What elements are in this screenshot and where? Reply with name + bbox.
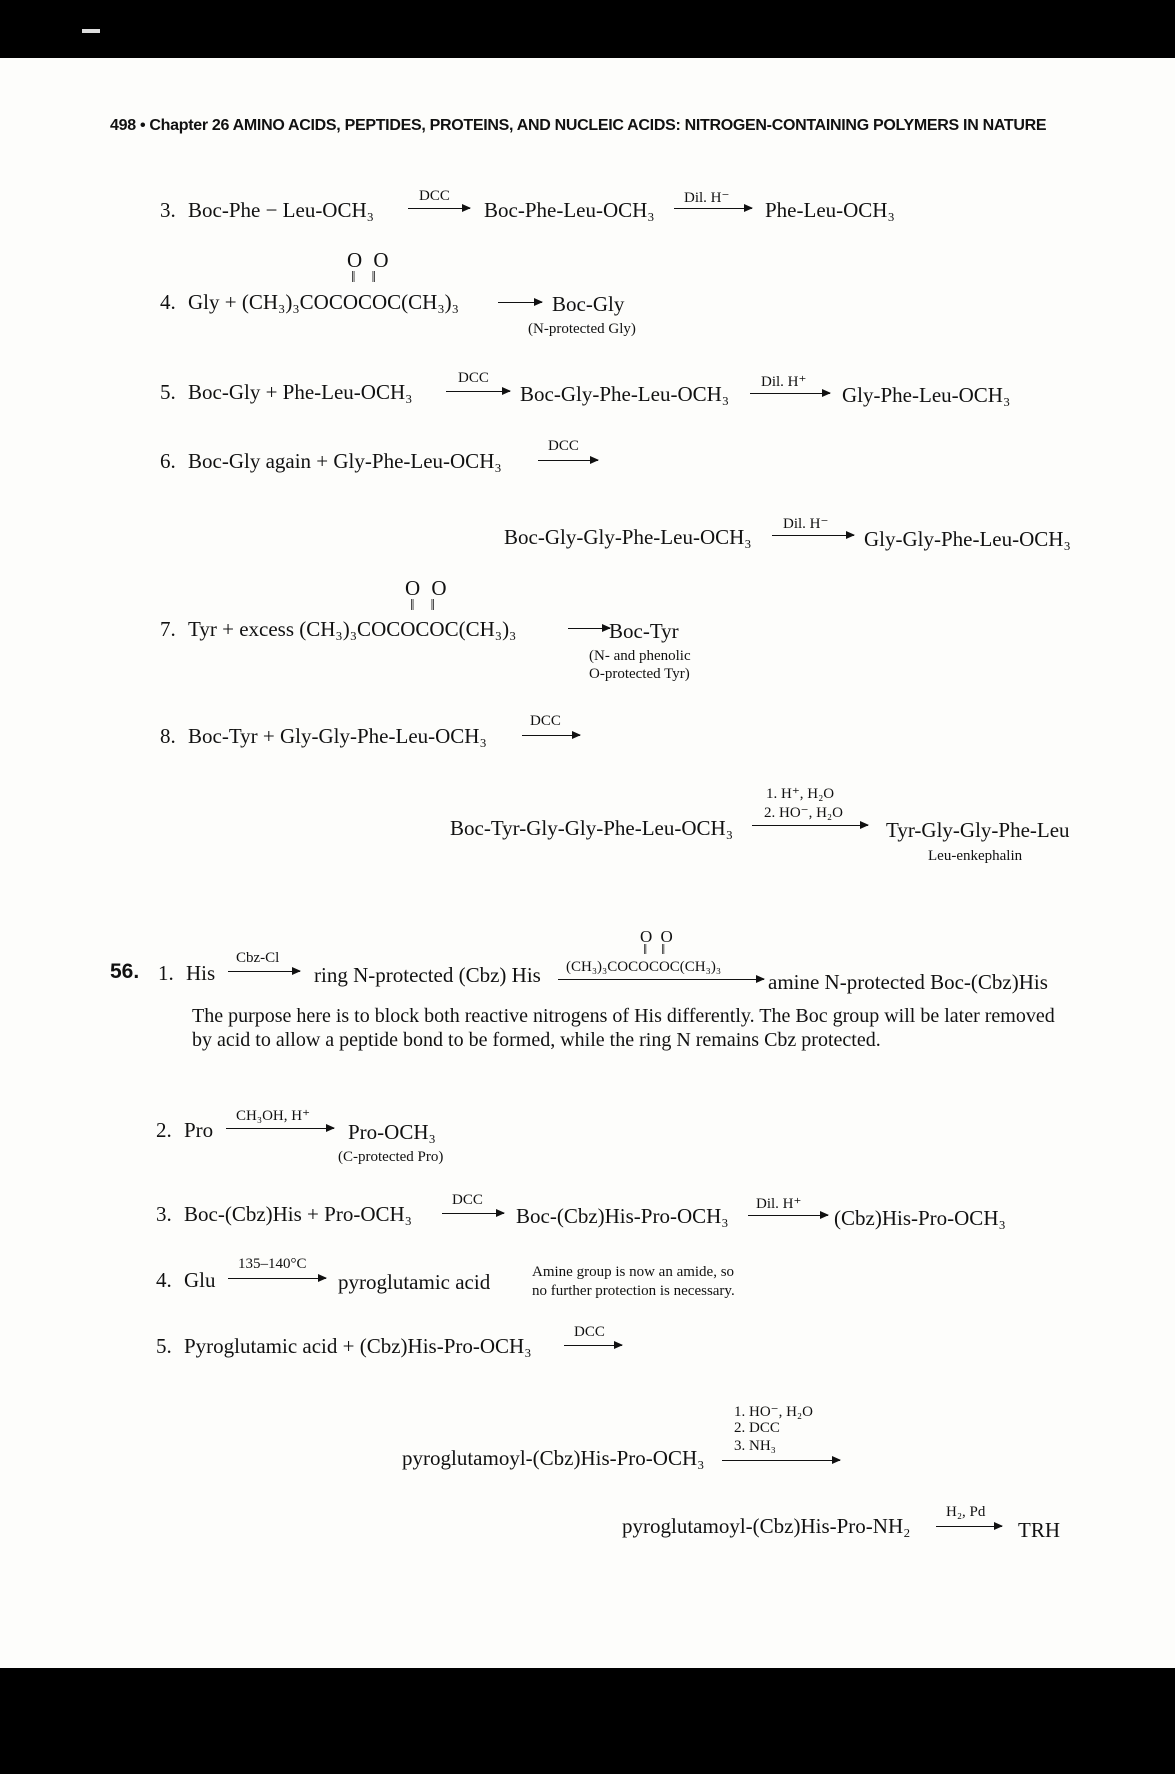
reactants: Pyroglutamic acid + (Cbz)His-Pro-OCH₃ <box>184 1334 532 1358</box>
product-note: Leu-enkephalin <box>928 848 1023 864</box>
reaction-arrow <box>564 1345 622 1346</box>
product: Gly-Phe-Leu-OCH₃ <box>842 383 1011 407</box>
reaction-arrow <box>228 971 300 972</box>
reactants: Gly + (CH₃)₃COCOCOC(CH₃)₃ <box>188 290 459 314</box>
step-num: 4. <box>160 290 176 314</box>
reactants: Boc-(Cbz)His + Pro-OCH₃ <box>184 1202 412 1226</box>
reaction-arrow <box>226 1128 334 1129</box>
reaction-arrow <box>568 628 610 629</box>
reaction-arrow <box>772 535 854 536</box>
product: pyroglutamoyl-(Cbz)His-Pro-OCH₃ <box>402 1446 705 1470</box>
reagent-label: 2. DCC <box>734 1420 780 1436</box>
reagent-label: 3. NH₃ <box>734 1438 776 1454</box>
reactants: Boc-Gly + Phe-Leu-OCH₃ <box>188 380 413 404</box>
reagent-label: Dil. H⁻ <box>684 190 730 206</box>
reaction-arrow <box>498 302 542 303</box>
product: Gly-Gly-Phe-Leu-OCH₃ <box>864 527 1071 551</box>
product: Boc-Phe-Leu-OCH₃ <box>484 198 655 222</box>
scan-mark <box>82 29 100 33</box>
step-num: 7. <box>160 617 176 641</box>
reagent-label: (CH₃)₃COCOCOC(CH₃)₃ <box>566 959 722 975</box>
running-header: 498 • Chapter 26 AMINO ACIDS, PEPTIDES, PROTEINS, AND NUCLEIC ACIDS: NITROGEN-CONTAINING POLYMERS IN NATURE <box>110 117 1047 134</box>
reaction-arrow <box>538 460 598 461</box>
product-note: (N- and phenolic <box>589 648 691 664</box>
double-bonds: ‖ ‖ <box>410 597 441 614</box>
product: Boc-Tyr <box>609 619 679 643</box>
reaction-arrow <box>722 1460 840 1461</box>
reagent-label: DCC <box>419 188 450 204</box>
reagent-label: DCC <box>452 1192 483 1208</box>
step-num: 3. <box>160 198 176 222</box>
reagent-label: Dil. H⁺ <box>761 374 807 390</box>
explanation-paragraph: The purpose here is to block both reactive nitrogens of His differently. The Boc group will be later removed by acid to allow a peptide bond to be formed, while the ring N remains Cbz protected. <box>192 1005 1055 1051</box>
reaction-arrow <box>752 825 868 826</box>
step-num: 5. <box>160 380 176 404</box>
annotation: no further protection is necessary. <box>532 1283 735 1299</box>
product: pyroglutamic acid <box>338 1270 491 1294</box>
product: Boc-Gly-Phe-Leu-OCH₃ <box>520 382 730 406</box>
reagent-label: Dil. H⁺ <box>756 1196 802 1212</box>
reagent-label: Cbz-Cl <box>236 950 280 966</box>
product: Boc-Tyr-Gly-Gly-Phe-Leu-OCH₃ <box>450 816 734 840</box>
carbonyl-oxygens: O O <box>640 927 675 946</box>
step-num: 6. <box>160 449 176 473</box>
product: Boc-Gly <box>552 292 625 316</box>
reaction-arrow <box>408 208 470 209</box>
product: Tyr-Gly-Gly-Phe-Leu <box>886 818 1070 842</box>
product: ring N-protected (Cbz) His <box>314 963 541 987</box>
final-product: TRH <box>1018 1518 1060 1542</box>
product: (Cbz)His-Pro-OCH₃ <box>834 1206 1006 1230</box>
reagent-label: DCC <box>530 713 561 729</box>
reaction-arrow <box>228 1278 326 1279</box>
reagent-label: DCC <box>458 370 489 386</box>
product: Pro-OCH₃ <box>348 1120 436 1144</box>
reaction-arrow <box>936 1526 1002 1527</box>
reaction-arrow <box>674 208 752 209</box>
reagent-label: Dil. H⁻ <box>783 516 829 532</box>
reaction-arrow <box>446 391 510 392</box>
reaction-arrow <box>522 735 580 736</box>
product: Phe-Leu-OCH₃ <box>765 198 895 222</box>
step-num: 5. <box>156 1334 172 1358</box>
reactants: Boc-Gly again + Gly-Phe-Leu-OCH₃ <box>188 449 502 473</box>
reactants: His <box>186 961 216 985</box>
reaction-arrow <box>750 393 830 394</box>
carbonyl-oxygens: O O <box>347 248 392 272</box>
reaction-arrow <box>442 1213 504 1214</box>
product-note: (N-protected Gly) <box>528 321 636 337</box>
product: Boc-Gly-Gly-Phe-Leu-OCH₃ <box>504 525 752 549</box>
reactants: Boc-Phe − Leu-OCH₃ <box>188 198 374 222</box>
reagent-label: 1. HO⁻, H₂O <box>734 1404 813 1420</box>
reagent-label: 135–140°C <box>238 1256 307 1272</box>
product: Boc-(Cbz)His-Pro-OCH₃ <box>516 1204 729 1228</box>
product-note: (C-protected Pro) <box>338 1149 444 1165</box>
step-num: 4. <box>156 1268 172 1292</box>
carbonyl-oxygens: O O <box>405 576 450 600</box>
reagent-label: 2. HO⁻, H₂O <box>764 805 843 821</box>
reagent-label: DCC <box>548 438 579 454</box>
product: pyroglutamoyl-(Cbz)His-Pro-NH₂ <box>622 1514 911 1538</box>
reagent-label: DCC <box>574 1324 605 1340</box>
step-num: 2. <box>156 1118 172 1142</box>
reagent-label: H₂, Pd <box>946 1504 986 1520</box>
reaction-arrow <box>748 1215 828 1216</box>
reagent-label: CH₃OH, H⁺ <box>236 1108 310 1124</box>
step-num: 8. <box>160 724 176 748</box>
reactants: Boc-Tyr + Gly-Gly-Phe-Leu-OCH₃ <box>188 724 487 748</box>
double-bonds: ‖ ‖ <box>351 269 382 286</box>
reactants: Glu <box>184 1268 216 1292</box>
reactants: Tyr + excess (CH₃)₃COCOCOC(CH₃)₃ <box>188 617 517 641</box>
step-num: 1. <box>158 961 174 985</box>
reagent-label: 1. H⁺, H₂O <box>766 786 835 802</box>
step-num: 3. <box>156 1202 172 1226</box>
reactants: Pro <box>184 1118 214 1142</box>
textbook-page <box>0 58 1175 1668</box>
problem-number: 56. <box>110 960 140 983</box>
reaction-arrow <box>558 979 764 980</box>
double-bonds: ‖ ‖ <box>643 942 671 958</box>
product: amine N-protected Boc-(Cbz)His <box>768 970 1048 994</box>
annotation: Amine group is now an amide, so <box>532 1264 735 1280</box>
product-note: O-protected Tyr) <box>589 666 690 682</box>
